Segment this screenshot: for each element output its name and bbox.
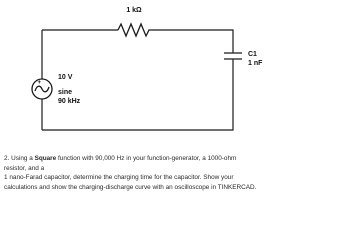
resistor-symbol bbox=[118, 24, 152, 36]
capacitor-name: C1 bbox=[248, 51, 257, 58]
question-line-1-post: function with 90,000 Hz in your function-generator, a 1000-ohm bbox=[56, 155, 237, 162]
question-line-3: 1 nano-Farad capacitor, determine the charging time for the capacitor. Show your bbox=[4, 174, 234, 182]
question-line-4: calculations and show the charging-discharge curve with an oscilloscope in TINKERCAD. bbox=[4, 183, 257, 191]
plus-sign: + bbox=[37, 80, 42, 86]
sine-wave-icon bbox=[35, 86, 49, 92]
source-frequency: 90 kHz bbox=[58, 98, 81, 105]
resistor-label: 1 kΩ bbox=[126, 7, 142, 14]
question-line-1-bold: Square bbox=[34, 155, 57, 162]
capacitor-value: 1 nF bbox=[248, 60, 263, 67]
source-voltage: 10 V bbox=[58, 74, 73, 81]
right-wire bbox=[42, 62, 233, 130]
question-line-1-pre: 2. Using a bbox=[4, 155, 35, 162]
question-line-2: resistor, and a bbox=[4, 164, 45, 172]
question-line-1 bbox=[4, 154, 348, 164]
question-text bbox=[4, 154, 348, 192]
source-waveform: sine bbox=[58, 89, 73, 96]
